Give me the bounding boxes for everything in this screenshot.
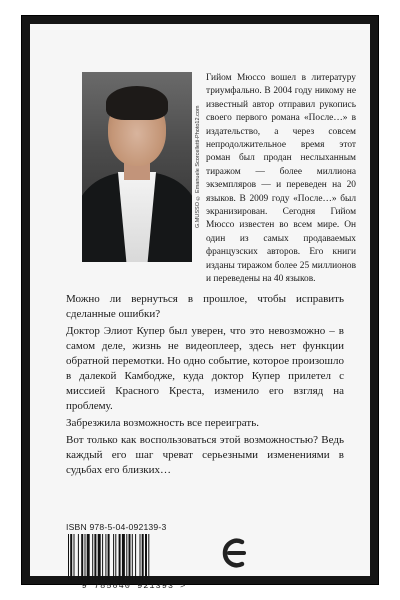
blurb-paragraph-4: Вот только как воспользоваться этой возможностью? Ведь каждый его шаг чреват серьезными изменениями в судьбах его близких… <box>66 434 344 476</box>
blurb-paragraph-1: Можно ли вернуться в прошлое, чтобы исправить сделанные ошибки? <box>66 293 344 320</box>
book-blurb <box>66 292 344 480</box>
blurb-paragraph-3: Забрезжила возможность все переиграть. <box>66 417 259 429</box>
photo-credit: G.MUSSO © Emanuele Scorcelletti-Photo12.com <box>195 105 201 229</box>
author-bio: Гийом Мюссо вошел в литературу триумфально. В 2004 году никому не известный автор отправил рукопись своего первого романа «После…» в издательство, а через совсем непродолжительное время этот роман был продан неслыханным тиражом — более миллиона экземпляров — и переведен на 20 языков. В 2009 году «После…» был экранизирован. Сегодня Гийом Мюссо известен во всем мире. Он один из самых продаваемых французских авторов. Его книги изданы тиражом более 25 миллионов и переведены на 40 языков. <box>206 73 356 285</box>
eksmo-logo-icon <box>222 536 248 570</box>
barcode-block <box>66 522 202 594</box>
isbn-label: ISBN 978-5-04-092139-3 <box>66 522 167 532</box>
barcode-digits: 9 785040 921393 > <box>81 581 187 591</box>
barcode-icon <box>66 534 202 580</box>
book-back-cover <box>22 16 378 591</box>
cover-inner <box>30 24 370 591</box>
blurb-paragraph-2: Доктор Элиот Купер был уверен, что это невозможно – в самом деле, жизнь не видеоплеер, здесь нет функции обратной перемотки. Но одно событие, которое произошло в далекой Камбодже, куда доктор Купер прилетел с миссией Красного Креста, изменило его взгляд на проблему. <box>66 325 344 412</box>
author-photo <box>82 72 192 262</box>
